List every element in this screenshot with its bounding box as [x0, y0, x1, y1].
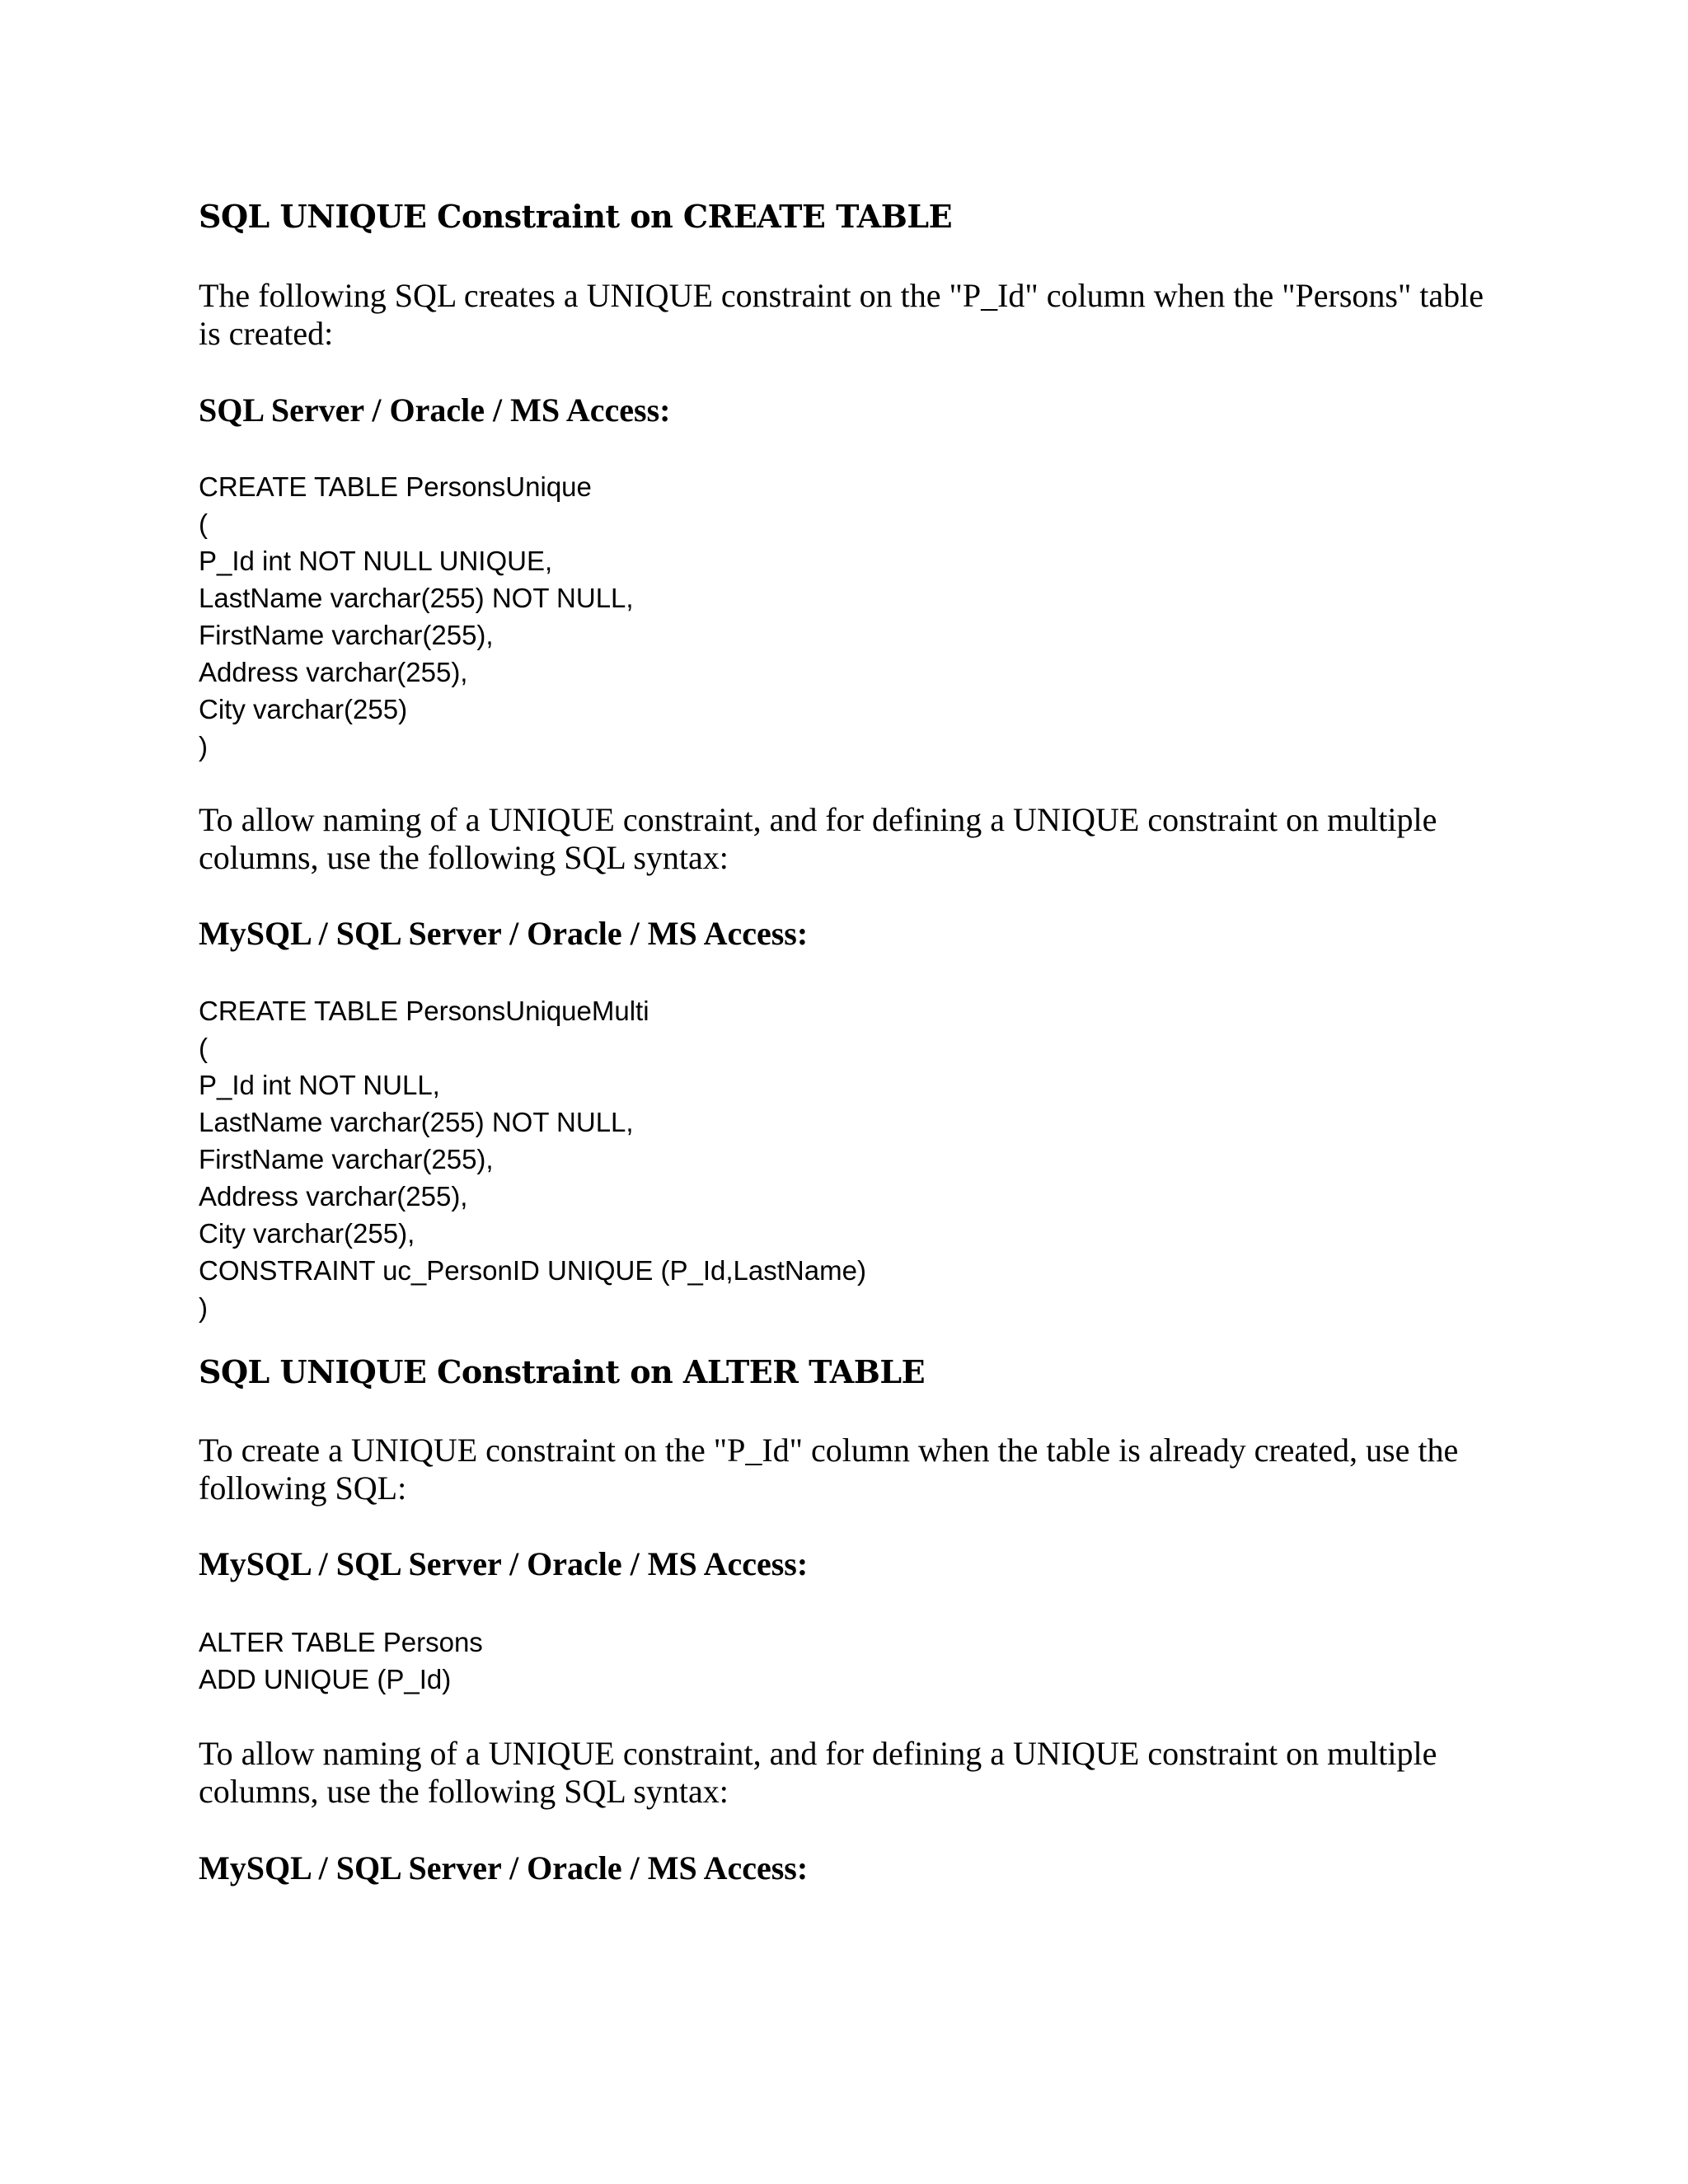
code-line: FirstName varchar(255), — [199, 620, 494, 650]
code-line: P_Id int NOT NULL, — [199, 1070, 440, 1100]
code-line: FirstName varchar(255), — [199, 1144, 494, 1174]
section-heading-create-table: SQL UNIQUE Constraint on CREATE TABLE — [199, 198, 953, 235]
code-block-alter-table-add-unique — [199, 1624, 1484, 1698]
code-line: City varchar(255) — [199, 694, 408, 724]
code-line: P_Id int NOT NULL UNIQUE, — [199, 546, 553, 576]
code-line: LastName varchar(255) NOT NULL, — [199, 583, 634, 613]
section-heading-alter-table: SQL UNIQUE Constraint on ALTER TABLE — [199, 1353, 926, 1390]
subheading-mysql-sql-server-oracle-ms-access: MySQL / SQL Server / Oracle / MS Access: — [199, 1849, 809, 1886]
code-line: Address varchar(255), — [199, 657, 468, 687]
subheading-mysql-sql-server-oracle-ms-access: MySQL / SQL Server / Oracle / MS Access: — [199, 915, 809, 952]
paragraph-naming-unique-constraint: To allow naming of a UNIQUE constraint, and for defining a UNIQUE constraint on multiple columns, use the following SQL syntax: — [199, 801, 1437, 876]
intro-paragraph-create-table: The following SQL creates a UNIQUE constraint on the "P_Id" column when the "Persons" table is created: — [199, 277, 1484, 352]
intro-paragraph-alter-table: To create a UNIQUE constraint on the "P_Id" column when the table is already created, use the following SQL: — [199, 1432, 1459, 1507]
code-line: ( — [199, 509, 208, 539]
code-line: City varchar(255), — [199, 1218, 415, 1249]
code-line: CREATE TABLE PersonsUnique — [199, 471, 592, 502]
code-line: ) — [199, 1292, 208, 1323]
subheading-sql-server-oracle-ms-access: SQL Server / Oracle / MS Access: — [199, 391, 671, 429]
code-line: ADD UNIQUE (P_Id) — [199, 1664, 452, 1694]
code-block-create-table-unique-multi — [199, 992, 1484, 1326]
code-line: CONSTRAINT uc_PersonID UNIQUE (P_Id,LastName) — [199, 1255, 866, 1286]
code-line: ALTER TABLE Persons — [199, 1627, 483, 1657]
code-line: LastName varchar(255) NOT NULL, — [199, 1107, 634, 1137]
subheading-mysql-sql-server-oracle-ms-access: MySQL / SQL Server / Oracle / MS Access: — [199, 1545, 809, 1582]
paragraph-naming-unique-constraint: To allow naming of a UNIQUE constraint, and for defining a UNIQUE constraint on multiple columns, use the following SQL syntax: — [199, 1735, 1437, 1810]
code-line: ) — [199, 731, 208, 762]
code-block-create-table-unique — [199, 468, 1484, 765]
code-line: Address varchar(255), — [199, 1181, 468, 1212]
code-line: CREATE TABLE PersonsUniqueMulti — [199, 996, 649, 1026]
code-line: ( — [199, 1033, 208, 1063]
